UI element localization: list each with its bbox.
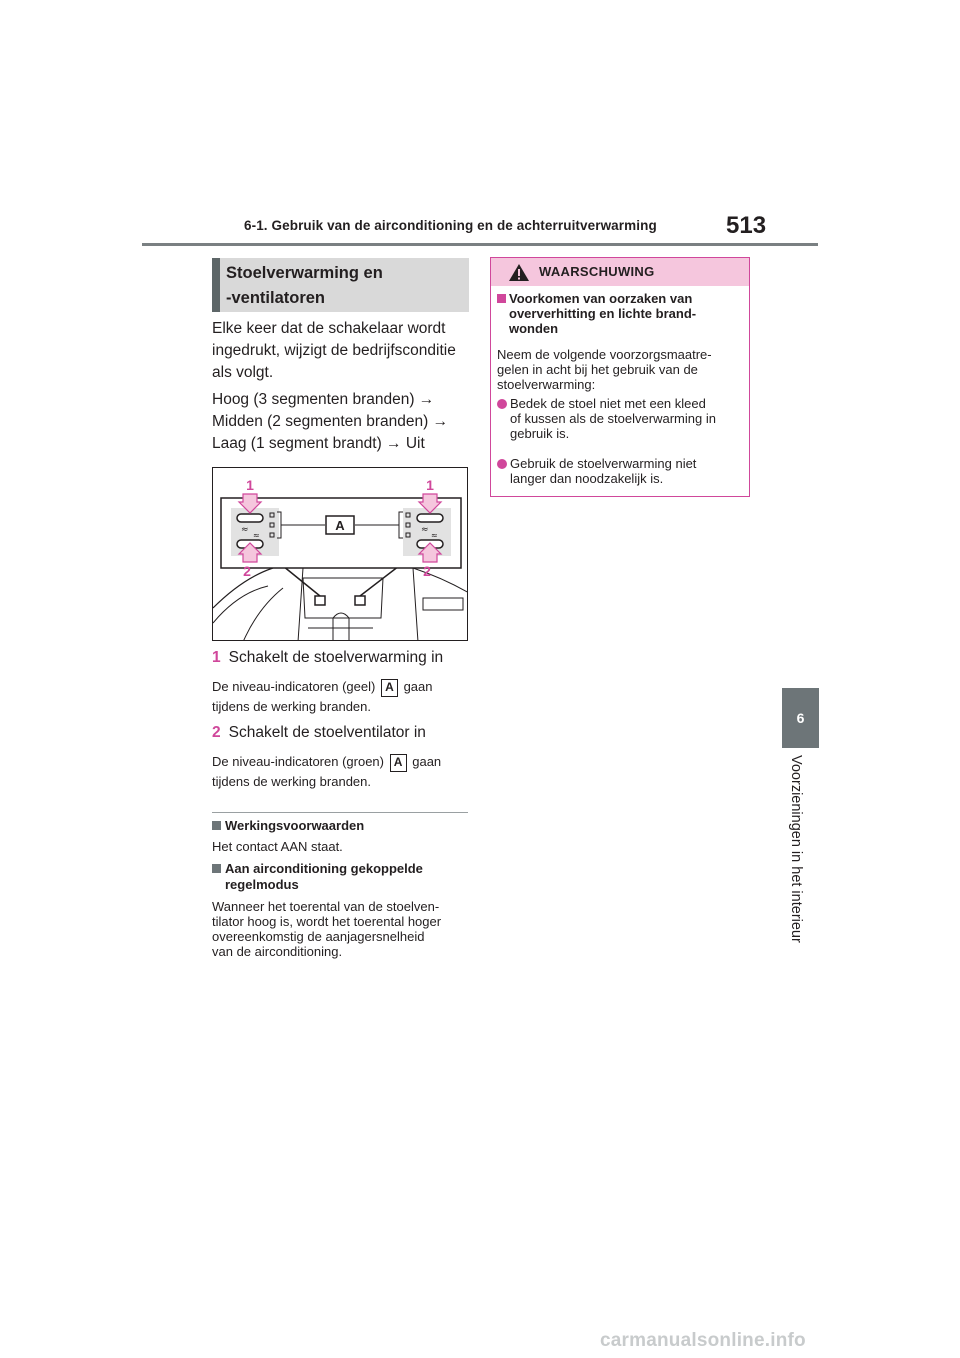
- warning-box: [490, 257, 750, 497]
- conditions-text: Het contact AAN staat.: [212, 839, 343, 854]
- conditions-heading-text: Werkingsvoorwaarden: [225, 818, 365, 833]
- figure-label-2-right: 2: [423, 563, 431, 579]
- section-title-line2: -ventilatoren: [226, 289, 326, 307]
- item-1-note: [212, 677, 432, 697]
- bullet-square-icon: [212, 864, 221, 873]
- pink-bullet-icon: [497, 459, 507, 469]
- warning-bullet-1: [497, 396, 742, 446]
- ac-mode-heading-line2: regelmodus: [225, 877, 299, 892]
- chapter-label-text: Voorzieningen in het interieur: [788, 755, 804, 943]
- warning-heading-line3: wonden: [509, 321, 559, 336]
- ac-mode-text-line2: tilator hoog is, wordt het toerental hoger: [212, 914, 442, 929]
- warning-triangle-icon: [508, 263, 530, 282]
- item-2-note-b: gaan: [412, 754, 442, 769]
- item-2-note-c: tijdens de werking branden.: [212, 774, 371, 789]
- item-2-box-a: A: [390, 754, 407, 772]
- item-2: [212, 722, 426, 744]
- item-1-number: 1: [212, 649, 221, 666]
- ac-mode-text-line4: van de airconditioning.: [212, 944, 343, 959]
- svg-text:≈: ≈: [253, 531, 260, 540]
- section-title-line1: Stoelverwarming en: [226, 264, 383, 282]
- ac-mode-text-line3: overeenkomstig de aanjagersnelheid: [212, 929, 425, 944]
- item-1-note-a: De niveau-indicatoren (geel): [212, 679, 376, 694]
- chapter-tab: 6: [782, 688, 819, 748]
- item-2-number: 2: [212, 724, 221, 741]
- watermark: carmanualsonline.info: [600, 1330, 806, 1351]
- warning-bullet-2: [497, 456, 742, 491]
- svg-text:≈: ≈: [421, 525, 429, 535]
- warning-title: WAARSCHUWING: [539, 264, 655, 279]
- intro-line3: als volgt.: [212, 364, 274, 381]
- switch-illustration: [212, 467, 468, 641]
- figure-label-2-left: 2: [243, 563, 251, 579]
- item-1: [212, 647, 443, 669]
- warning-heading-line1: [497, 291, 692, 306]
- conditions-heading: [212, 816, 364, 836]
- item-1-note-b: gaan: [403, 679, 433, 694]
- svg-text:≈: ≈: [241, 525, 249, 535]
- sequence-line2: Midden (2 segmenten branden) →: [212, 413, 449, 430]
- warning-b1-line3: gebruik is.: [510, 426, 570, 441]
- warning-p1-line2: gelen in acht bij het gebruik van de: [497, 362, 698, 377]
- chapter-label: [780, 755, 820, 965]
- warning-p1-line3: stoelverwarming:: [497, 377, 596, 392]
- warning-p1-line1: Neem de volgende voorzorgsmaatre-: [497, 347, 712, 362]
- intro-line1: Elke keer dat de schakelaar wordt: [212, 320, 446, 337]
- bullet-square-icon: [212, 821, 221, 830]
- figure-label-1-right: 1: [426, 477, 434, 493]
- ac-mode-heading-line1: Aan airconditioning gekoppelde: [225, 861, 423, 876]
- page-number: 513: [726, 212, 767, 239]
- section-heading: [212, 258, 469, 312]
- section-divider: [212, 812, 468, 813]
- warning-heading-text1: Voorkomen van oorzaken van: [509, 291, 693, 306]
- item-1-note-c: tijdens de werking branden.: [212, 699, 371, 714]
- dashboard-illustration: [213, 468, 468, 641]
- item-2-note-a: De niveau-indicatoren (groen): [212, 754, 384, 769]
- item-1-box-a: A: [381, 679, 398, 697]
- intro-line2: ingedrukt, wijzigt de bedrijfsconditie: [212, 342, 456, 359]
- warning-b1-line1: Bedek de stoel niet met een kleed: [510, 396, 706, 411]
- header-section-title: 6-1. Gebruik van de airconditioning en de achterruitverwarming: [244, 218, 657, 233]
- figure-label-1-left: 1: [246, 477, 254, 493]
- sequence-line1: Hoog (3 segmenten branden) →: [212, 391, 435, 408]
- item-1-text: Schakelt de stoelverwarming in: [228, 649, 444, 666]
- pink-bullet-icon: [497, 399, 507, 409]
- item-2-note: [212, 752, 441, 772]
- pink-square-icon: [497, 294, 506, 303]
- figure-label-a: A: [335, 518, 345, 533]
- warning-b1-line2: of kussen als de stoelverwarming in: [510, 411, 716, 426]
- header-rule: [142, 243, 818, 246]
- sequence-line3: Laag (1 segment brandt) → Uit: [212, 435, 425, 452]
- ac-mode-text-line1: Wanneer het toerental van de stoelven-: [212, 899, 440, 914]
- ac-mode-heading: [212, 861, 423, 877]
- item-2-text: Schakelt de stoelventilator in: [228, 724, 426, 741]
- svg-text:≈: ≈: [431, 531, 438, 540]
- warning-header: [491, 258, 749, 286]
- warning-b2-line2: langer dan noodzakelijk is.: [510, 471, 664, 486]
- warning-b2-line1: Gebruik de stoelverwarming niet: [510, 456, 697, 471]
- warning-heading-line2: oververhitting en lichte brand-: [509, 306, 697, 321]
